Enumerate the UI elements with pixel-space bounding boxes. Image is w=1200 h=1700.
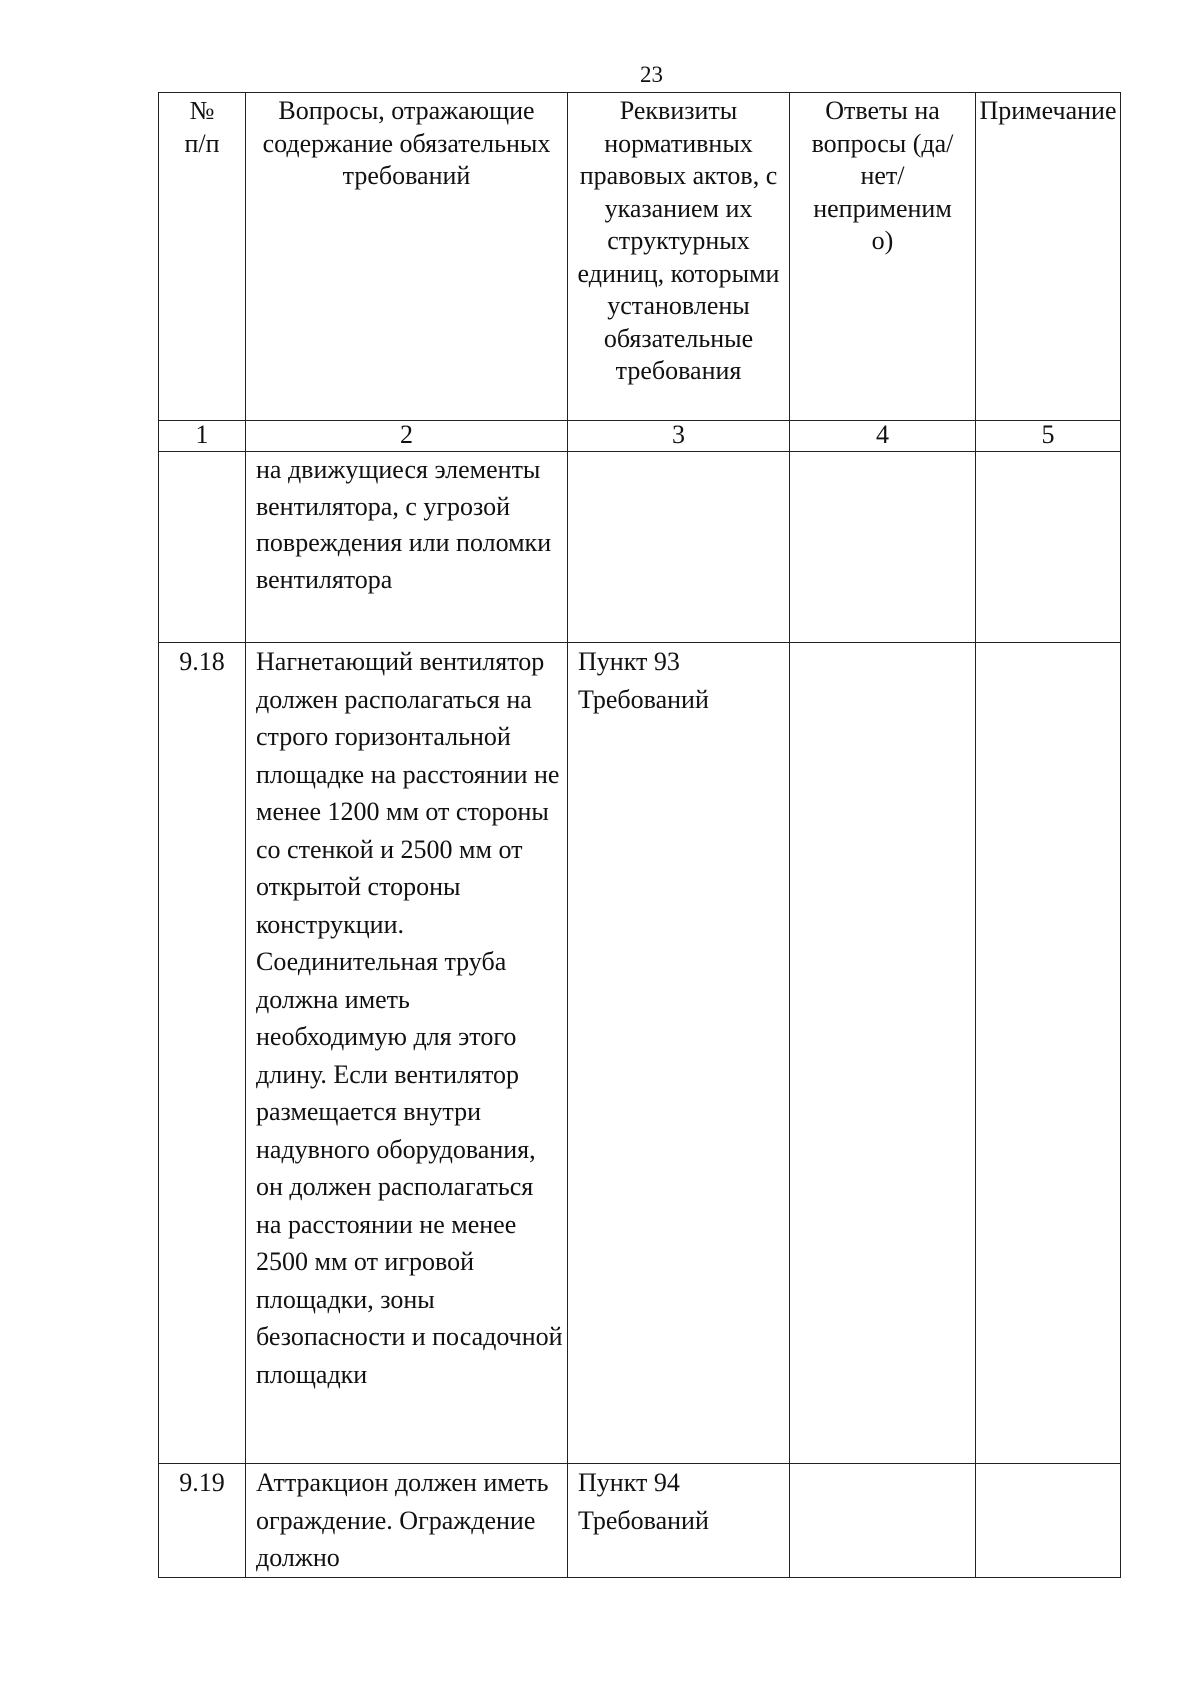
row-number-cell: 9.19 — [159, 1464, 246, 1578]
column-number-cell: 4 — [790, 421, 976, 452]
header-cell-number: № п/п — [159, 93, 246, 421]
row-note-cell — [976, 643, 1121, 1464]
column-number-cell: 5 — [976, 421, 1121, 452]
page-number: 23 — [640, 62, 663, 87]
column-number-cell: 1 — [159, 421, 246, 452]
row-answer-cell — [790, 1464, 976, 1578]
row-reference-cell — [568, 452, 790, 643]
table-header-row — [159, 93, 1121, 421]
header-cell-reference: Реквизиты нормативных правовых актов, с указанием их структурных единиц, которыми установлены обязательные требования — [568, 93, 790, 421]
row-reference-cell: Пункт 94 Требований — [568, 1464, 790, 1578]
row-question-cell: Нагнетающий вентилятор должен располагаться на строго горизонтальной площадке на расстоянии не менее 1200 мм от стороны со стенкой и 2500 мм от открытой стороны конструкции. Соединительная труба должна иметь необходимую для этого длину. Если вентилятор размещается внутри надувного оборудования, он должен располагаться на расстоянии не менее 2500 мм от игровой площадки, зоны безопасности и посадочной площадки — [246, 643, 568, 1464]
column-number-cell: 2 — [246, 421, 568, 452]
row-number-cell — [159, 452, 246, 643]
row-question-cell: на движущиеся элементы вентилятора, с угрозой повреждения или поломки вентилятора — [246, 452, 568, 643]
row-note-cell — [976, 452, 1121, 643]
column-number-cell: 3 — [568, 421, 790, 452]
column-number-row — [159, 421, 1121, 452]
row-answer-cell — [790, 643, 976, 1464]
header-cell-question: Вопросы, отражающие содержание обязательных требований — [246, 93, 568, 421]
row-note-cell — [976, 1464, 1121, 1578]
header-cell-answer: Ответы на вопросы (да/нет/ неприменим о) — [790, 93, 976, 421]
header-cell-note: Примечание — [976, 93, 1121, 421]
row-reference-cell: Пункт 93 Требований — [568, 643, 790, 1464]
requirements-table — [158, 92, 1121, 1578]
table-row — [159, 452, 1121, 643]
table-row — [159, 1464, 1121, 1578]
row-answer-cell — [790, 452, 976, 643]
row-number-cell: 9.18 — [159, 643, 246, 1464]
table-row — [159, 643, 1121, 1464]
row-question-cell: Аттракцион должен иметь ограждение. Ограждение должно — [246, 1464, 568, 1578]
